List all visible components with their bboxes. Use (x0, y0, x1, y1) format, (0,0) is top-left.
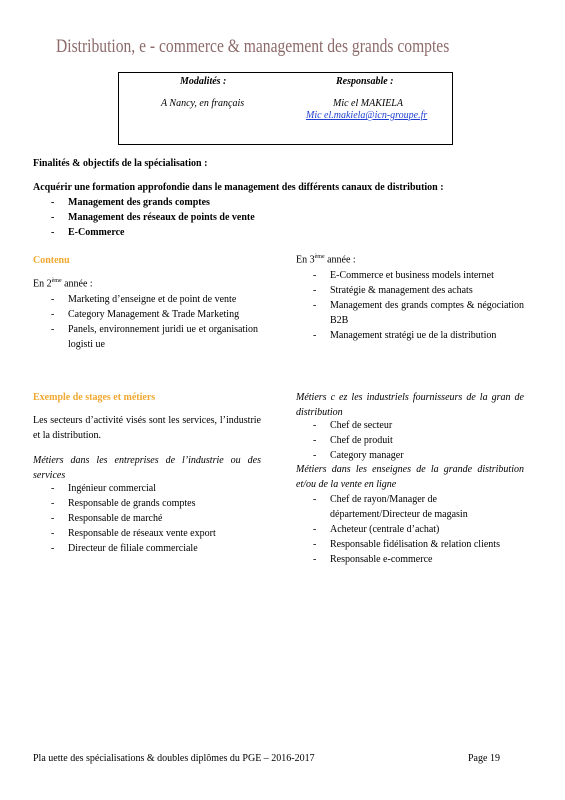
stages-intro: Les secteurs d’activité visés sont les services, l’industrie et la distribution. (33, 415, 261, 441)
enseignes-heading: Métiers dans les enseignes de la grande distribution et/ou de la vente en ligne (296, 464, 524, 490)
responsable-label: Responsable : (336, 76, 394, 87)
list-item: - Responsable de grands comptes (68, 496, 216, 511)
list-item: - Management stratégi ue de la distribution (330, 328, 524, 343)
list-item: - Ingénieur commercial (68, 481, 216, 496)
list-item: - Management des grands comptes & négociation B2B (330, 298, 524, 328)
list-item: - Category Management & Trade Marketing (68, 307, 258, 322)
list-item: - Responsable fidélisation & relation clients (330, 537, 490, 552)
finalites-heading: Finalités & objectifs de la spécialisation : (33, 158, 208, 169)
enseignes-list (330, 492, 500, 567)
finalites-list (68, 195, 255, 240)
stages-heading: Exemple de stages et métiers (33, 392, 156, 403)
list-item: - E-Commerce et business models internet (330, 268, 524, 283)
year2-list (68, 292, 258, 352)
footer-text: Pla uette des spécialisations & doubles diplômes du PGE – 2016-2017 (33, 753, 315, 764)
list-item: - Responsable de marché (68, 511, 216, 526)
list-item: - Stratégie & management des achats (330, 283, 524, 298)
page-number: Page 19 (468, 753, 500, 764)
modalites-value: A Nancy, en français (161, 98, 245, 109)
responsable-name: Mic el MAKIELA (333, 98, 403, 109)
list-item: - Management des grands comptes (68, 195, 255, 210)
list-item: - Chef de secteur (330, 418, 404, 433)
responsable-email-link[interactable]: Mic el.makiela@icn-groupe.fr (306, 110, 428, 121)
list-item: - Acheteur (centrale d’achat) (330, 522, 490, 537)
page-title: Distribution, e - commerce & management des grands comptes (56, 36, 450, 57)
industriels-list (330, 418, 404, 463)
list-item: - Directeur de filiale commerciale (68, 541, 216, 556)
list-item: - Panels, environnement juridi ue et organisation logisti ue (68, 322, 258, 352)
list-item: - Management des réseaux de points de vente (68, 210, 255, 225)
entreprises-heading: Métiers dans les entreprises de l’industrie ou des services (33, 455, 261, 481)
list-item: - Category manager (330, 448, 404, 463)
list-item: - Responsable de réseaux vente export (68, 526, 216, 541)
modalites-label: Modalités : (180, 76, 227, 87)
year2-heading: En 2ème année : (33, 278, 93, 290)
list-item: - Responsable e-commerce (330, 552, 490, 567)
year3-heading: En 3ème année : (296, 254, 356, 266)
year3-list (330, 268, 524, 343)
list-item: - Marketing d’enseigne et de point de vente (68, 292, 258, 307)
list-item: - Chef de rayon/Manager de département/Directeur de magasin (330, 492, 490, 522)
contenu-heading: Contenu (33, 255, 70, 266)
industriels-heading: Métiers c ez les industriels fournisseurs de la gran de distribution (296, 392, 524, 418)
entreprises-list (68, 481, 216, 556)
finalites-intro: Acquérir une formation approfondie dans le management des différents canaux de distribution : (33, 182, 444, 193)
list-item: - E-Commerce (68, 225, 255, 240)
list-item: - Chef de produit (330, 433, 404, 448)
